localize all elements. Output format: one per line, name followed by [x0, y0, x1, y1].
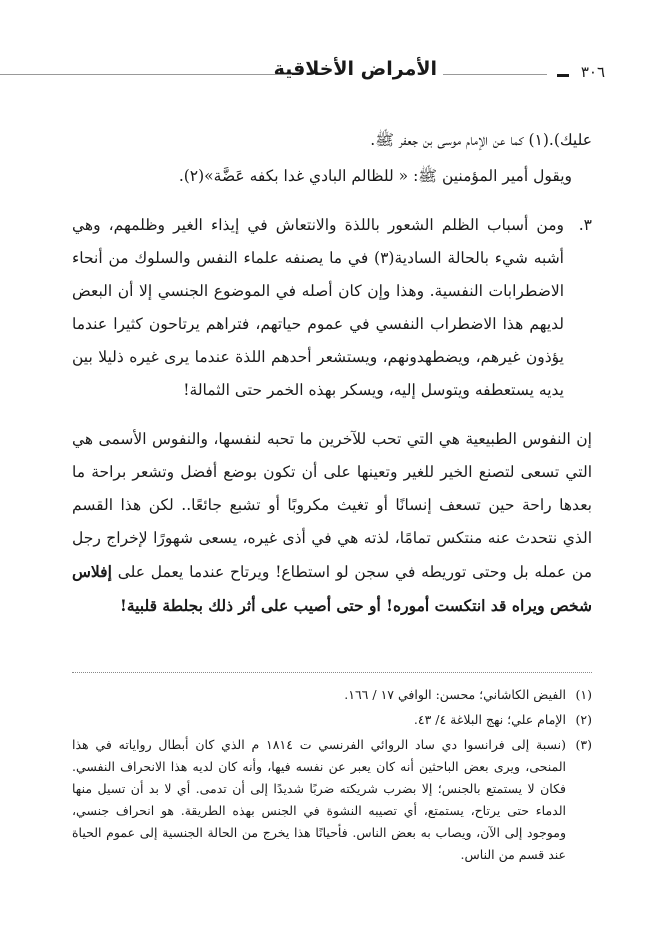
quote-line: ويقول أمير المؤمنين ﷺ: « للظالم البادي غدا بكفه عَضَّة»(٢). [178, 167, 572, 185]
footnote-separator [72, 672, 592, 673]
footnote-text: الفيض الكاشاني؛ محسن: الوافي ١٧ / ١٦٦. [344, 687, 566, 702]
footnote-number: (٢) [575, 712, 592, 727]
page-header [0, 50, 669, 90]
paragraph-final-line: إفلاس شخص ويراه قد انتكست أموره! أو حتى أصيب على أثر ذلك بجلطة قلبية! [72, 562, 592, 615]
footnote [72, 734, 592, 866]
chapter-title: الأمراض الأخلاقية [273, 58, 437, 80]
list-item [72, 209, 592, 407]
continuation-line: عليك).(١) كما عن الإمام موسى بن جعفر ﷺ. [370, 131, 592, 149]
header-dash [557, 74, 569, 77]
footnote-text: (نسبة إلى فرانسوا دي ساد الروائي الفرنسي ت ١٨١٤ م الذي كان أبطال رواياته في هذا المنحى، ويرى بعض الباحثين أنه كان يعبر عن نفسه فيها، وأنه كان لديه هذا الانحراف النفسي. فكان لا يستمتع بالجنس؛ إلا بضرب شريكته ضربًا شديدًا إلى أن تدمى. أي لا بد أن تسيل منها الدماء حتى يرتاح، يستمتع، أي تصيبه النشوة في الجنس بهذه الطريقة. هو انحراف جنسي، وموجود إلى الآن، ويصاب به بعض الناس. فأحيانًا هذا يخرج من الحالة الجنسية إلى عموم الحياة عند قسم من الناس. [72, 737, 566, 862]
main-text [72, 124, 592, 623]
footnote [72, 709, 592, 731]
footnote-text: الإمام علي؛ نهج البلاغة ٤/ ٤٣. [413, 712, 566, 727]
footnote [72, 684, 592, 706]
header-rule-left [0, 74, 292, 75]
footnote-number: (١) [575, 687, 592, 702]
header-rule-right [443, 74, 547, 75]
list-item-text: ومن أسباب الظلم الشعور باللذة والانتعاش في إيذاء الغير وظلمهم، وهي أشبه شيء بالحالة السادية(٣) في ما يصنفه علماء النفس والسلوك من أنحاء الاضطرابات النفسية. وهذا وإن كان أصله في الموضوع الجنسي إلا أن البعض لديهم هذا الاضطراب النفسي في عموم حياتهم، فتراهم يرتاحون كثيرا عندما يؤذون غيرهم، ويضطهدونهم، ويستشعر أحدهم اللذة عندما يرى غيره ذليلا بين يديه يستعطفه ويتوسل إليه، ويسكر بهذه الخمر حتى الثمالة! [72, 216, 564, 399]
paragraph-text: إن النفوس الطبيعية هي التي تحب للآخرين ما تحبه لنفسها، والنفوس الأسمى هي التي تسعى لتصنع الخير للغير وتعينها على أن تكون بوضع أفضل وتشعر براحة ما بعدها راحة حين تسعف إنسانًا أو تغيث مكروبًا أو تشبع جائعًا.. لكن هذا القسم الذي نتحدث عنه منتكس تمامًا، لذته هي في أذى غيره، يسعى شهورًا لإخراج رجل من عمله بل وحتى توريطه في سجن لو استطاع! ويرتاح عندما يعمل على [72, 430, 592, 581]
page-number: ٣٠٦ [580, 63, 605, 81]
list-item-number: ٣. [578, 216, 592, 234]
footnotes [72, 684, 592, 869]
footnote-number: (٣) [575, 737, 592, 752]
paragraph [72, 423, 592, 623]
